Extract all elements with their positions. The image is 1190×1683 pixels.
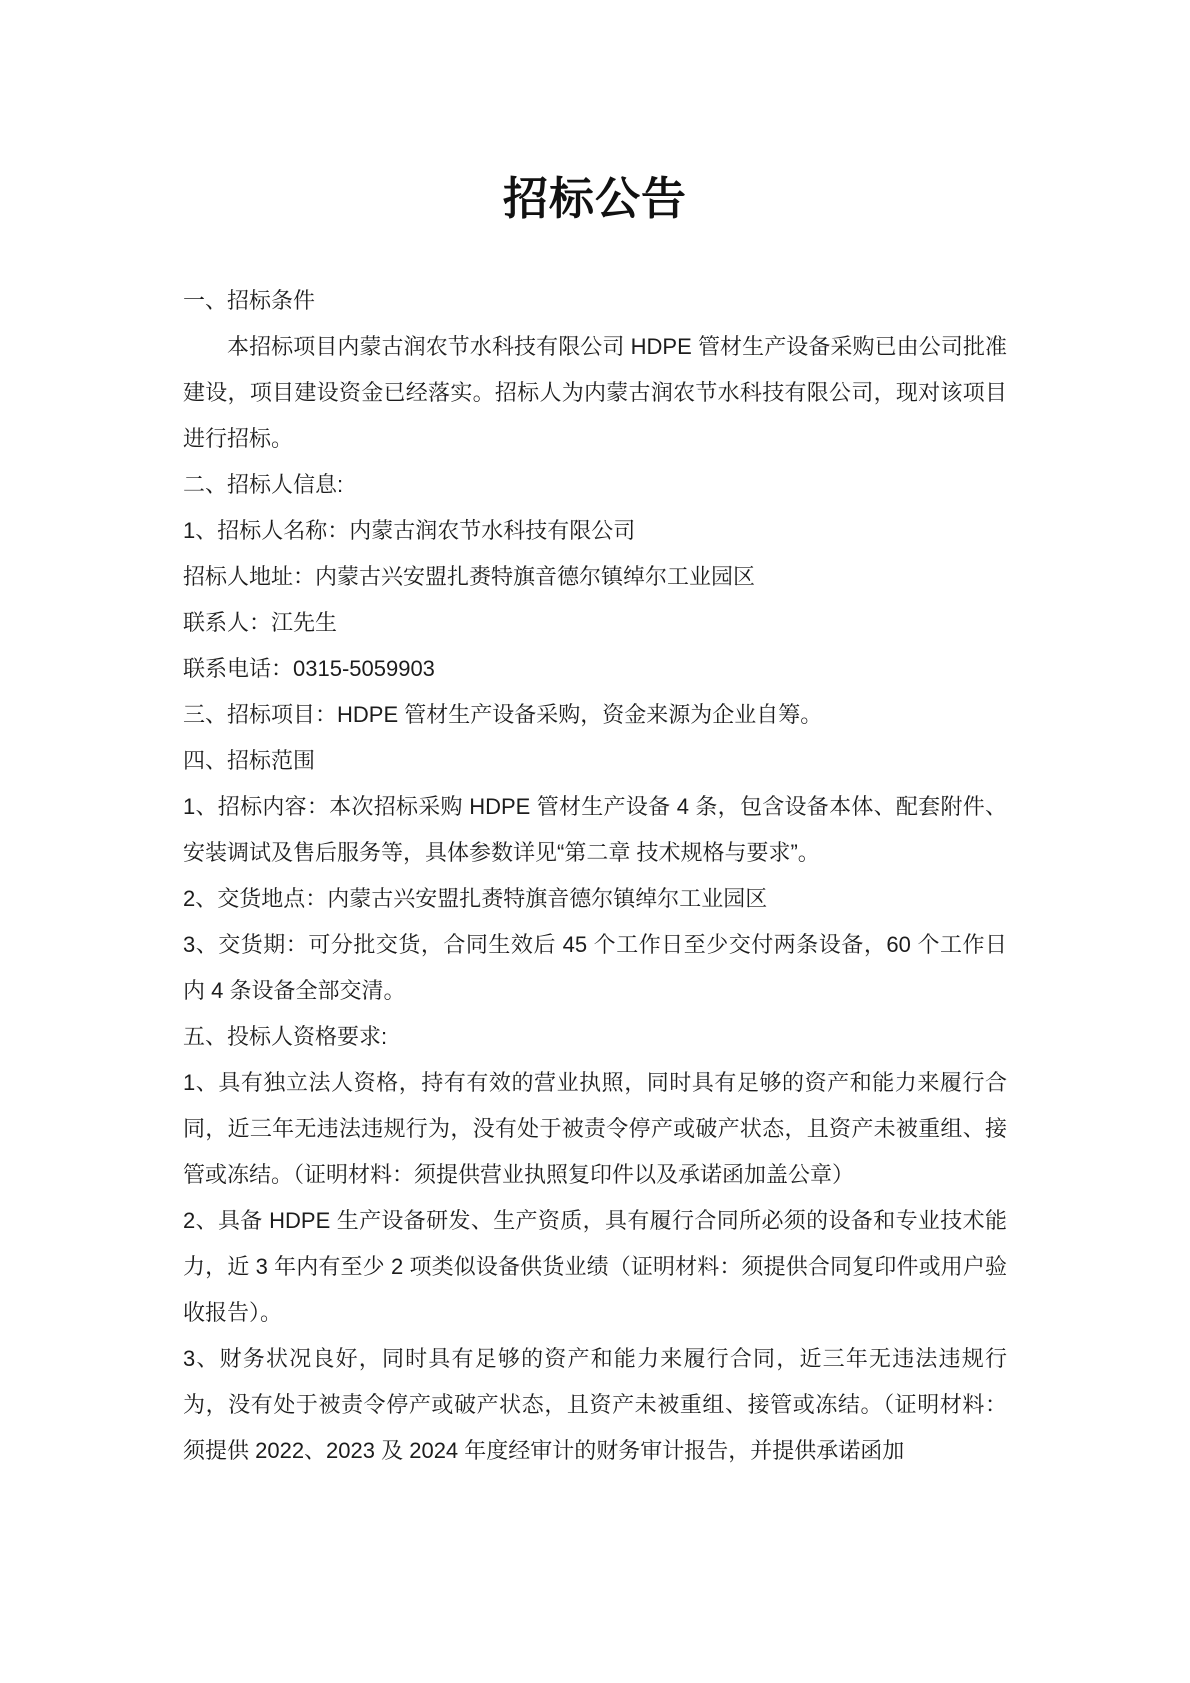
section-3-line: 三、招标项目：HDPE 管材生产设备采购，资金来源为企业自筹。: [183, 702, 823, 727]
document-body: [183, 278, 1007, 1474]
section-2-heading: 二、招标人信息:: [183, 472, 344, 497]
page-title: 招标公告: [502, 173, 687, 224]
qualification-item-3: 3、财务状况良好，同时具有足够的资产和能力来履行合同，近三年无违法违规行为，没有处于被责令停产或破产状态，且资产未被重组、接管或冻结。（证明材料：须提供 2022、2023 及 2024 年度经审计的财务审计报告，并提供承诺函加: [183, 1346, 1007, 1463]
bidder-address-line: 招标人地址：内蒙古兴安盟扎赉特旗音德尔镇绰尔工业园区: [183, 564, 756, 589]
contact-person-line: 联系人：江先生: [183, 610, 338, 635]
qualification-item-2: 2、具备 HDPE 生产设备研发、生产资质，具有履行合同所必须的设备和专业技术能力，近 3 年内有至少 2 项类似设备供货业绩（证明材料：须提供合同复印件或用户验收报告）。: [183, 1208, 1007, 1325]
contact-phone-line: 联系电话：0315-5059903: [183, 656, 435, 681]
delivery-period-line: 3、交货期：可分批交货，合同生效后 45 个工作日至少交付两条设备，60 个工作日内 4 条设备全部交清。: [183, 932, 1007, 1003]
bidder-name-line: 1、招标人名称：内蒙古润农节水科技有限公司: [183, 518, 636, 543]
section-5-heading: 五、投标人资格要求:: [183, 1024, 388, 1049]
section-1-paragraph: 本招标项目内蒙古润农节水科技有限公司 HDPE 管材生产设备采购已由公司批准建设，项目建设资金已经落实。招标人为内蒙古润农节水科技有限公司，现对该项目进行招标。: [183, 334, 1007, 451]
qualification-item-1: 1、具有独立法人资格，持有有效的营业执照，同时具有足够的资产和能力来履行合同，近三年无违法违规行为，没有处于被责令停产或破产状态，且资产未被重组、接管或冻结。（证明材料：须提供营业执照复印件以及承诺函加盖公章）: [183, 1070, 1007, 1187]
section-4-heading: 四、招标范围: [183, 748, 316, 773]
delivery-place-line: 2、交货地点：内蒙古兴安盟扎赉特旗音德尔镇绰尔工业园区: [183, 886, 768, 911]
bid-content-line: 1、招标内容：本次招标采购 HDPE 管材生产设备 4 条，包含设备本体、配套附件、安装调试及售后服务等，具体参数详见“第二章 技术规格与要求”。: [183, 794, 1007, 865]
section-1-heading: 一、招标条件: [183, 288, 316, 313]
